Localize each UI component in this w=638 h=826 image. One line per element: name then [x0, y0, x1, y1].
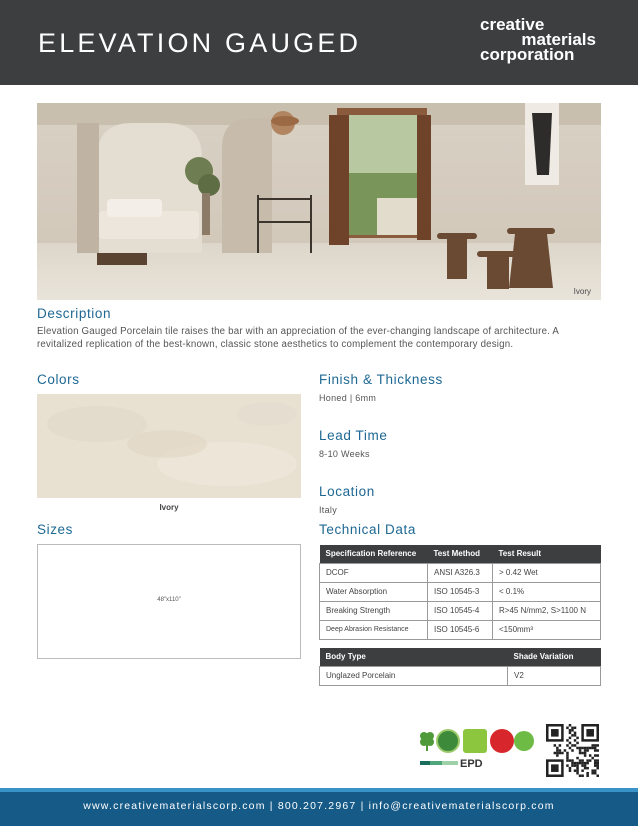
declare-icon [514, 731, 534, 751]
mindful-materials-icon [463, 729, 487, 753]
leed-clover-icon [418, 729, 436, 753]
finish-heading: Finish & Thickness [319, 372, 443, 387]
location-heading: Location [319, 484, 375, 499]
table-cell: > 0.42 Wet [493, 563, 601, 582]
hero-image [37, 103, 601, 300]
table-cell: DCOF [320, 563, 428, 582]
table-cell: Deep Abrasion Resistance [320, 620, 428, 639]
red-list-free-icon [490, 729, 514, 753]
table-row [320, 666, 601, 685]
body-type-table [319, 648, 601, 686]
table-cell: Unglazed Porcelain [320, 666, 508, 685]
page-header [0, 0, 638, 85]
epd-badge [420, 758, 492, 772]
logo-line-1: creative [480, 15, 545, 34]
size-label: 48"x110" [157, 597, 181, 603]
table-cell: R>45 N/mm2, S>1100 N [493, 601, 601, 620]
table-row [320, 582, 601, 601]
lead-time-value: 8-10 Weeks [319, 449, 370, 459]
column-header: Shade Variation [508, 648, 601, 666]
green-seal-icon [436, 729, 460, 753]
epd-label: EPD [460, 758, 483, 770]
qr-code-icon [546, 724, 599, 777]
swatch-label: Ivory [159, 503, 179, 512]
interior-scene-illustration [37, 103, 601, 300]
table-cell: ANSI A326.3 [428, 563, 493, 582]
finish-value: Honed | 6mm [319, 393, 377, 403]
table-row [320, 601, 601, 620]
table-cell: < 0.1% [493, 582, 601, 601]
column-header: Specification Reference [320, 545, 428, 563]
technical-heading: Technical Data [319, 522, 416, 537]
logo-line-3: corporation [480, 45, 575, 64]
column-header: Test Result [493, 545, 601, 563]
stone-texture [37, 394, 301, 498]
product-title: ELEVATION GAUGED [38, 28, 362, 58]
logo-line-2: materials [521, 30, 596, 49]
column-header: Body Type [320, 648, 508, 666]
table-cell: Breaking Strength [320, 601, 428, 620]
table-header-row [320, 648, 601, 666]
technical-table [319, 545, 601, 640]
column-header: Test Method [428, 545, 493, 563]
description-heading: Description [37, 306, 112, 321]
page-footer [0, 792, 638, 826]
qr-code[interactable] [546, 724, 599, 777]
hero-caption: Ivory [573, 287, 591, 296]
footer-contact[interactable]: www.creativematerialscorp.com | 800.207.2967 | info@creativematerialscorp.com [83, 800, 555, 812]
lead-time-heading: Lead Time [319, 428, 388, 443]
table-cell: V2 [508, 666, 601, 685]
table-row [320, 563, 601, 582]
colors-heading: Colors [37, 372, 80, 387]
company-logo[interactable] [480, 17, 596, 62]
epd-bar-icon [420, 761, 430, 765]
table-cell: Water Absorption [320, 582, 428, 601]
table-cell: ISO 10545-6 [428, 620, 493, 639]
certification-logos [418, 729, 536, 755]
description-text: Elevation Gauged Porcelain tile raises the bar with an appreciation of the ever-changing landscape of architecture. A revitalized replication of the best-known, classic stone aesthetics to complement the contemporary design. [37, 326, 559, 350]
table-header-row [320, 545, 601, 563]
table-cell: ISO 10545-4 [428, 601, 493, 620]
table-cell: ISO 10545-3 [428, 582, 493, 601]
sizes-heading: Sizes [37, 522, 74, 537]
size-diagram [37, 544, 301, 659]
location-value: Italy [319, 505, 338, 515]
table-row [320, 620, 601, 639]
table-cell: <150mm³ [493, 620, 601, 639]
color-swatch-ivory [37, 394, 301, 498]
